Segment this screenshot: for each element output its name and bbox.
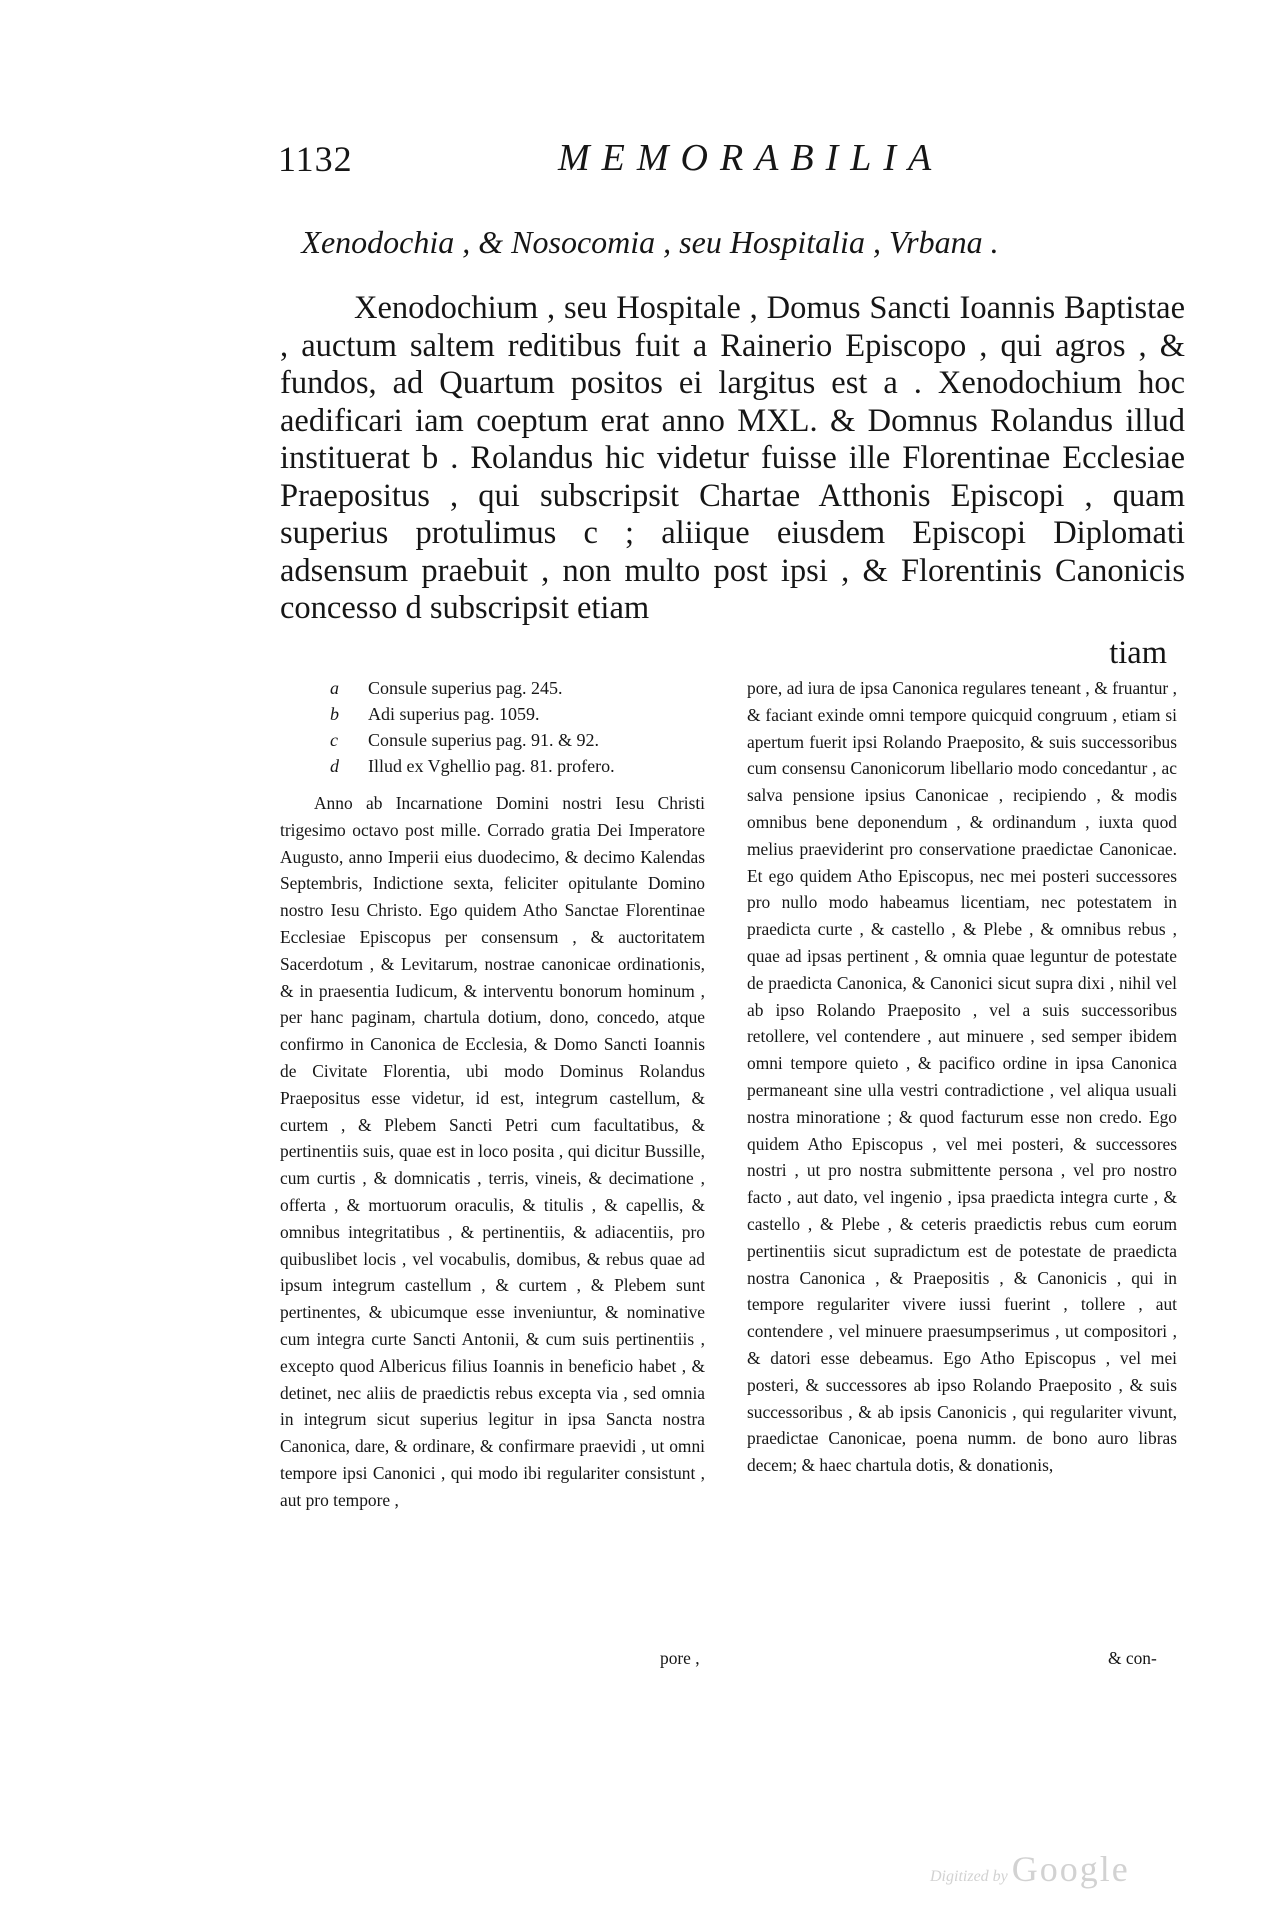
charter-right-column: pore, ad iura de ipsa Canonica regulares teneant , & fruantur , & faciant exinde omni tempore quicquid congruum , etiam si apertum fuerit ipsi Rolando Praeposito, & suis successoribus cum consensu Canonicorum libellario modo concedantur , ac salva pensione ipsius Canonicae , recipiendo , & modis omnibus bene deponendum , & ordinandum , iuxta quod melius praeviderint pro conservatione praedictae Canonicae. Et ego quidem Atho Episcopus, nec mei posteri successores pro nullo modo habeamus licentiam, nec potestatem in praedicta curte , & castello , & Plebe , & omnibus rebus , quae ad ipsas pertinent , & omnia quae leguntur de potestate de praedicta Canonica, & Canonici sicut supra dixi , nihil vel ab ipso Rolando Praeposito , vel a suis successoribus retollere, vel contendere , aut minuere , sed semper ibidem omni tempore quieto , & pacifico ordine in ipsa Canonica permaneant sine ulla vestri contradictione , vel aliqua usuali nostra minoratione ; & quod facturum esse non credo. Ego quidem Atho Episcopus , vel mei posteri, & successores nostri , ut pro nostra submittente persona , vel pro nostro facto , aut dato, vel ingenio , ipsa praedicta integra curte , & castello , & Plebe , & ceteris praedictis rebus cum eorum pertinentiis sicut supradictum est de potestate de praedicta nostra Canonica , & Praepositis , & Canonicis , qui in tempore regulariter vivere iussi fuerint , tollere , aut contendere , vel minuere praesumpserimus , ut compositori , & datori esse debeamus. Ego Atho Episcopus , vel mei posteri, & successores ab ipso Rolando Praeposito , & suis successoribus , & ab ipsis Canonicis , qui regulariter vivunt, praedictae Canonicae, poena numm. de bono auro libras decem; & haec chartula dotis, & donationis, [747, 678, 1177, 1476]
footnote-text: Illud ex Vghellio pag. 81. profero. [368, 756, 615, 776]
digitized-watermark [930, 1848, 1130, 1890]
page-header [278, 138, 978, 188]
main-catchword: tiam [1109, 635, 1167, 671]
footnote-text: Adi superius pag. 1059. [368, 704, 540, 724]
footnote-mark: b [330, 704, 339, 724]
section-heading: Xenodochia , & Nosocomia , seu Hospitalia , Vrbana . [301, 224, 999, 260]
footnote-item [330, 753, 730, 779]
main-paragraph-text: Xenodochium , seu Hospitale , Domus Sancti Ioannis Baptistae , auctum saltem reditibus fuit a Rainerio Episcopo , qui agros , & fundos, ad Quartum positos ei largitus est a . Xenodochium hoc aedificari iam coeptum erat anno MXL. & Domnus Rolandus illud instituerat b . Rolandus hic videtur fuisse ille Florentinae Ecclesiae Praepositus , qui subscripsit Chartae Atthonis Episcopi , quam superius protulimus c ; aliique eiusdem Episcopi Diplomati adsensum praebuit , non multo post ipsi , & Florentinis Canonicis concesso d subscripsit etiam [280, 290, 1185, 626]
google-logo: Google [1011, 1849, 1130, 1889]
footnote-item [330, 675, 730, 701]
running-title: MEMORABILIA [558, 137, 944, 179]
footnote-item [330, 701, 730, 727]
footnote-text: Consule superius pag. 91. & 92. [368, 730, 599, 750]
footnote-mark: c [330, 730, 338, 750]
footnote-text: Consule superius pag. 245. [368, 678, 563, 698]
main-paragraph [280, 290, 1185, 671]
footnote-list [330, 675, 730, 779]
right-catchword: & con- [1108, 1648, 1157, 1668]
footnote-item [330, 727, 730, 753]
charter-left-column: Anno ab Incarnatione Domini nostri Iesu Christi trigesimo octavo post mille. Corrado gratia Dei Imperatore Augusto, anno Imperii eius duodecimo, & decimo Kalendas Septembris, Indictione sexta, feliciter opitulante Domino nostro Iesu Christo. Ego quidem Atho Sanctae Florentinae Ecclesiae Episcopus per consensum , & auctoritatem Sacerdotum , & Levitarum, nostrae canonicae ordinationis, & in praesentia Iudicum, & interventu bonorum hominum , per hanc paginam, chartula dotium, dono, concedo, atque confirmo in Canonica de Ecclesia, & Domo Sancti Ioannis de Civitate Florentia, ubi modo Dominus Rolandus Praepositus esse videtur, id est, integrum castellum, & curtem , & Plebem Sancti Petri cum facultatibus, & pertinentiis suis, quae est in loco posita , qui dicitur Bussille, cum curtis , & domnicatis , terris, vineis, & decimatione , offerta , & mortuorum oraculis, & titulis , & capellis, & omnibus integritatibus , & pertinentiis, & adiacentiis, pro quibuslibet locis , vel vocabulis, domibus, & rebus quae ad ipsum integrum castellum , & curtem , & Plebem sunt pertinentes, & ubicumque esse inveniuntur, & nominative cum integra curte Sancti Antonii, & cum suis pertinentiis , excepto quod Albericus filius Ioannis in beneficio habet , & detinet, nec aliis de praedictis rebus excepta via , sed omnia in integrum sicut superius legitur in ipsa Sancta nostra Canonica, dare, & ordinare, & confirmare praevidi , ut omni tempore ipsi Canonici , qui modo ibi regulariter consistunt , aut pro tempore , [280, 793, 705, 1510]
watermark-prefix: Digitized by [930, 1868, 1008, 1885]
page-number: 1132 [278, 139, 353, 179]
footnote-mark: d [330, 756, 339, 776]
left-catchword: pore , [660, 1648, 700, 1668]
footnote-mark: a [330, 678, 339, 698]
